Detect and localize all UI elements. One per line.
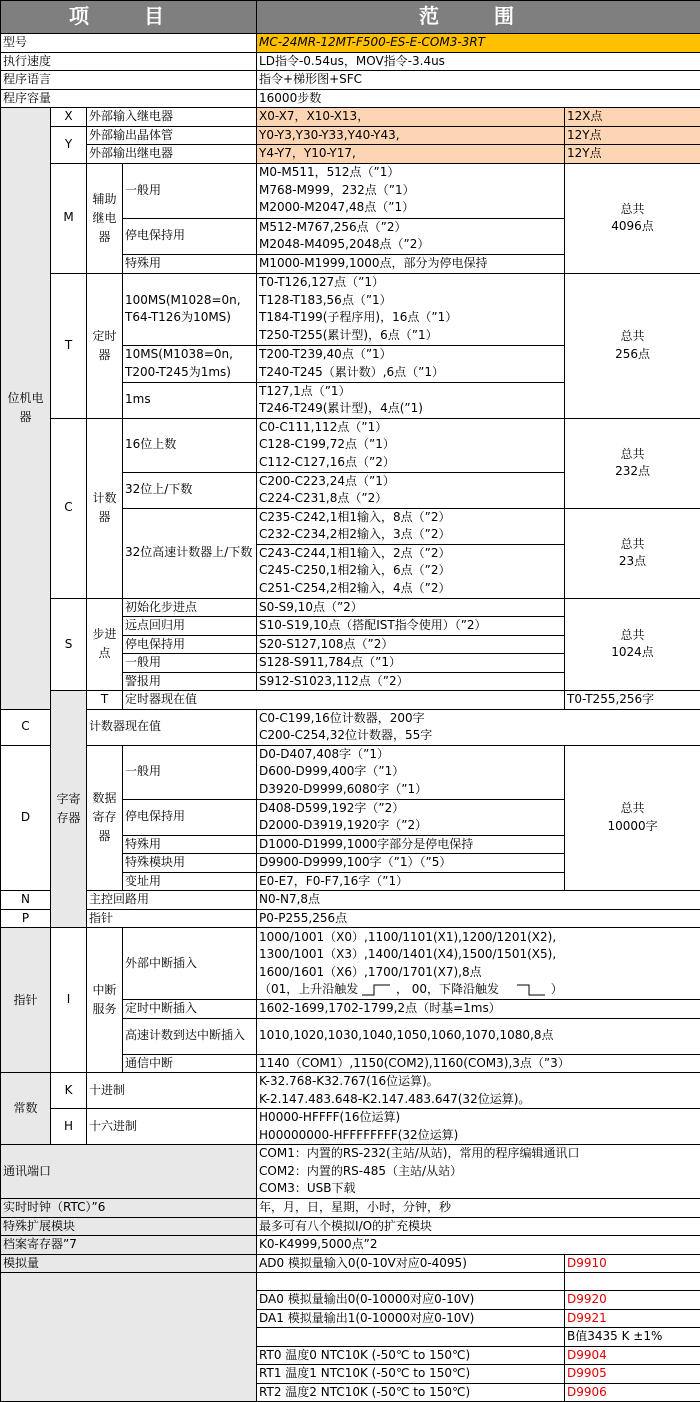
model-value: MC-24MR-12MT-F500-ES-E-COM3-3RT <box>257 34 700 53</box>
s-d-value: S128-S911,784点（”1） <box>257 654 565 673</box>
c-c-value-2: C243-C244,1相1输入，2点（”2） C245-C250,1相2输入，6点（”2） C251-C254,2相2输入，4点（”2） <box>257 544 565 598</box>
s-e-value: S912-S1023,112点（”2） <box>257 672 565 691</box>
da0-value: DA0 模拟量输出0(0-10000对应0-10V) <box>257 1291 565 1310</box>
m-total: 总共 4096点 <box>565 163 700 273</box>
lang-label: 程序语言 <box>1 71 257 90</box>
const-group: 常数 <box>1 1073 51 1145</box>
ext-label: 特殊扩展模块 <box>1 1217 257 1236</box>
wc-value: C0-C199,16位计数器，200字 C200-C254,32位计数器，55字 <box>257 709 700 745</box>
s-total: 总共 1024点 <box>565 598 700 691</box>
s-d-label: 一般用 <box>123 654 257 673</box>
p-label: 指针 <box>87 909 257 928</box>
m-special-value: M1000-M1999,1000点，部分为停电保持 <box>257 254 565 273</box>
t-sub: 定时器 <box>87 273 123 418</box>
ytr-count: 12Y点 <box>565 126 700 145</box>
blank-row <box>257 1273 565 1291</box>
header-range: 范 围 <box>257 1 700 34</box>
d-sub: 数据寄存器 <box>87 745 123 891</box>
s-sub: 步进点 <box>87 598 123 691</box>
h-label: 十六进制 <box>87 1109 257 1145</box>
d-hold-value: D408-D599,192字（”2） D2000-D3919,1920字（”2） <box>257 799 565 835</box>
c-b-value: C200-C223,24点（”1） C224-C231,8点（”2） <box>257 472 565 508</box>
m-special-label: 特殊用 <box>123 254 257 273</box>
x-count: 12X点 <box>565 108 700 127</box>
m-sub: 辅助继电器 <box>87 163 123 273</box>
y-label: 外部输出继电器 <box>87 145 257 164</box>
d-index-label: 变址用 <box>123 872 257 891</box>
c-code: C <box>51 418 87 598</box>
rt0-reg: D9904 <box>565 1346 700 1365</box>
da1-value: DA1 模拟量输出1(0-10000对应0-10V) <box>257 1309 565 1328</box>
x-value: X0-X7，X10-X13， <box>257 108 565 127</box>
ad0-reg: D9910 <box>565 1254 700 1273</box>
n-label: 主控回路用 <box>87 891 257 910</box>
ext-int-value: 1000/1001（X0）,1100/1101(X1),1200/1201(X2), 1300/1001（X3）,1400/1401(X4),1500/1501(X5), 1600/1601（X6）,1700/1701(X7),8点 <box>259 929 557 979</box>
p-value: P0-P255,256点 <box>257 909 700 928</box>
speed-label: 执行速度 <box>1 52 257 71</box>
wc-code: C <box>1 709 51 745</box>
file-label: 档案寄存器”7 <box>1 1236 257 1255</box>
rt0-value: RT0 温度0 NTC10K (-50℃ to 150℃) <box>257 1346 565 1365</box>
comm-value: COM1：内置的RS-232(主站/从站)，常用的程序编辑通讯口 COM2：内置的RS-485（主站/从站） COM3：USB下载 <box>257 1145 700 1199</box>
ext-int-cell <box>257 928 700 1000</box>
m-code: M <box>51 163 87 273</box>
t-c-label: 1ms <box>123 382 257 418</box>
ad0-value: AD0 模拟量输入0(0-10V对应0-4095) <box>257 1254 565 1273</box>
d-special-value: D1000-D1999,1000字部分是停电保持 <box>257 835 565 854</box>
c-sub: 计数器 <box>87 418 123 598</box>
s-a-value: S0-S9,10点（”2） <box>257 598 565 617</box>
analog-label: 模拟量 <box>1 1254 257 1273</box>
ext-value: 最多可有八个模拟I/O的扩充模块 <box>257 1217 700 1236</box>
ytr-value: Y0-Y3,Y30-Y33,Y40-Y43, <box>257 126 565 145</box>
d-hold-label: 停电保持用 <box>123 799 257 835</box>
t-b-value: T200-T239,40点（”1） T240-T245（累计数）,6点（”1） <box>257 345 565 382</box>
m-general-label: 一般用 <box>123 163 257 218</box>
rt1-reg: D9905 <box>565 1365 700 1384</box>
lang-value: 指令+梯形图+SFC <box>257 71 700 90</box>
cap-value: 16000步数 <box>257 89 700 108</box>
file-value: K0-K4999,5000点”2 <box>257 1236 700 1255</box>
y-code: Y <box>51 126 87 163</box>
c-a-label: 16位上数 <box>123 418 257 472</box>
s-b-label: 远点回归用 <box>123 617 257 636</box>
m-hold-label: 停电保持用 <box>123 218 257 254</box>
p-code: P <box>1 909 51 928</box>
falling-edge-icon <box>517 983 547 997</box>
s-c-value: S20-S127,108点（”2） <box>257 635 565 654</box>
t-a-label: 100MS(M1028=0n, T64-T126为10MS) <box>123 273 257 345</box>
t-c-value: T127,1点（”1） T246-T249(累计型)，4点(”1) <box>257 382 565 418</box>
m-general-value: M0-M511，512点（”1） M768-M999，232点（”1） M2000-M2047,48点（”1） <box>257 163 565 218</box>
bval: B值3435 K ±1% <box>565 1328 700 1347</box>
t-total: 总共 256点 <box>565 273 700 418</box>
t-b-label: 10MS(M1038=0n, T200-T245为1ms) <box>123 345 257 382</box>
d-index-value: E0-E7，F0-F7,16字（”1） <box>257 872 565 891</box>
comm-int-label: 通信中断 <box>123 1054 257 1073</box>
wc-label: 计数器现在值 <box>87 709 257 745</box>
y-value: Y4-Y7，Y10-Y17, <box>257 145 565 164</box>
d-code: D <box>1 745 51 891</box>
timer-int-label: 定时中断插入 <box>123 1000 257 1019</box>
s-b-value: S10-S19,10点（搭配IST指令使用）（”2） <box>257 617 565 636</box>
wt-label: 定时器现在值 <box>123 691 565 710</box>
t-code: T <box>51 273 87 418</box>
m-hold-value: M512-M767,256点（”2） M2048-M4095,2048点（”2） <box>257 218 565 254</box>
ext-int-label: 外部中断插入 <box>123 928 257 1000</box>
rising-note: （01，上升沿触发 <box>259 982 359 997</box>
x-code: X <box>51 108 87 127</box>
note-close: ） <box>550 982 563 997</box>
hsc-int-value: 1010,1020,1030,1040,1050,1060,1070,1080,8点 <box>257 1018 700 1054</box>
cap-label: 程序容量 <box>1 89 257 108</box>
wt-code: T <box>87 691 123 710</box>
analog-blank <box>1 1273 257 1402</box>
rtc-label: 实时时钟（RTC）”6 <box>1 1199 257 1218</box>
falling-note: ， 00，下降沿触发 <box>395 982 500 997</box>
word-group: 字寄存器 <box>51 691 87 928</box>
d-module-label: 特殊模块用 <box>123 854 257 873</box>
rising-edge-icon <box>362 983 392 997</box>
timer-int-value: 1602-1699,1702-1799,2点（时基=1ms） <box>257 1000 700 1019</box>
x-label: 外部输入继电器 <box>87 108 257 127</box>
rtc-value: 年，月，日，星期，小时，分钟，秒 <box>257 1199 700 1218</box>
ytr-label: 外部输出晶体管 <box>87 126 257 145</box>
d-total: 总共 10000字 <box>565 745 700 891</box>
k-label: 十进制 <box>87 1073 257 1109</box>
k-value: K-32.768-K32.767(16位运算)。 K-2.147.483.648-K2.147.483.647(32位运算)。 <box>257 1073 700 1109</box>
i-code: I <box>51 928 87 1073</box>
c-c-label: 32位高速计数器上/下数 <box>123 508 257 598</box>
da0-reg: D9920 <box>565 1291 700 1310</box>
y-count: 12Y点 <box>565 145 700 164</box>
k-code: K <box>51 1073 87 1109</box>
c-a-value: C0-C111,112点（”1） C128-C199,72点（”1） C112-C127,16点（”2） <box>257 418 565 472</box>
s-c-label: 停电保持用 <box>123 635 257 654</box>
c-c-value-1: C235-C242,1相1输入，8点（”2） C232-C234,2相2输入，3点（”2） <box>257 508 565 544</box>
ptr-group: 指针 <box>1 928 51 1073</box>
bval-spacer <box>257 1328 565 1347</box>
model-label: 型号 <box>1 34 257 53</box>
rt1-value: RT1 温度1 NTC10K (-50℃ to 150℃) <box>257 1365 565 1384</box>
d-general-label: 一般用 <box>123 745 257 799</box>
comm-label: 通讯端口 <box>1 1145 257 1199</box>
i-sub: 中断服务 <box>87 928 123 1073</box>
t-a-value: T0-T126,127点（”1） T128-T183,56点（”1） T184-T199(子程序用)，16点（”1） T250-T255(累计型)，6点（”1） <box>257 273 565 345</box>
d-general-value: D0-D407,408字（”1） D600-D999,400字（”1） D3920-D9999,6080字（”1） <box>257 745 565 799</box>
da1-reg: D9921 <box>565 1309 700 1328</box>
n-value: N0-N7,8点 <box>257 891 700 910</box>
rt2-value: RT2 温度2 NTC10K (-50℃ to 150℃) <box>257 1383 565 1402</box>
s-e-label: 警报用 <box>123 672 257 691</box>
n-code: N <box>1 891 51 910</box>
ext-int-note <box>259 981 698 998</box>
s-code: S <box>51 598 87 691</box>
s-a-label: 初始化步进点 <box>123 598 257 617</box>
speed-value: LD指令-0.54us，MOV指令-3.4us <box>257 52 700 71</box>
blank-reg <box>565 1273 700 1291</box>
bit-group-1: 位机电器 <box>1 108 51 710</box>
d-module-value: D9900-D9999,100字（”1）（”5） <box>257 854 565 873</box>
header-item: 项 目 <box>1 1 257 34</box>
d-special-label: 特殊用 <box>123 835 257 854</box>
h-value: H0000-HFFFF(16位运算) H00000000-HFFFFFFFF(32位运算) <box>257 1109 700 1145</box>
c-total-b: 总共 23点 <box>565 508 700 598</box>
hsc-int-label: 高速计数到达中断插入 <box>123 1018 257 1054</box>
rt2-reg: D9906 <box>565 1383 700 1402</box>
h-code: H <box>51 1109 87 1145</box>
c-b-label: 32位上/下数 <box>123 472 257 508</box>
c-total-a: 总共 232点 <box>565 418 700 508</box>
comm-int-value: 1140（COM1）,1150(COM2),1160(COM3),3点（”3） <box>257 1054 700 1073</box>
wt-value: T0-T255,256字 <box>565 691 700 710</box>
